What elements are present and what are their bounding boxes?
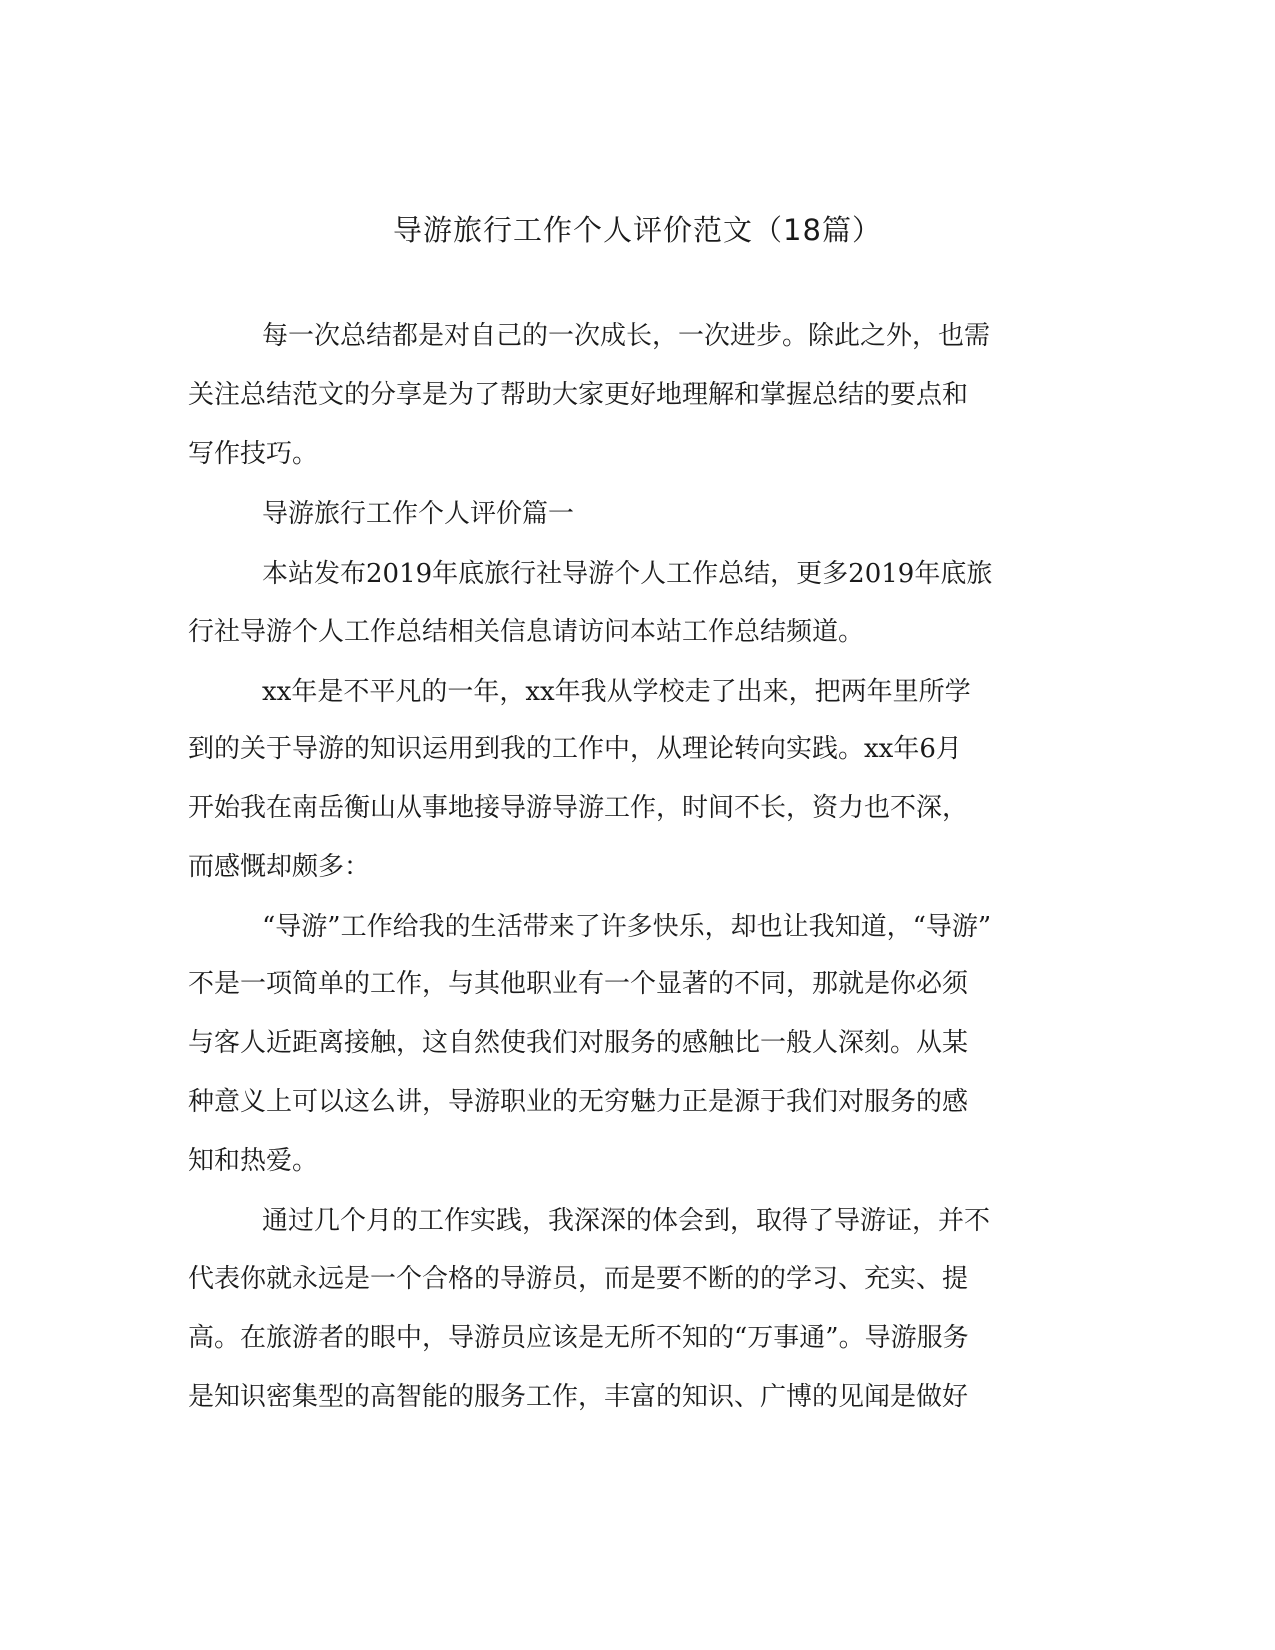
section-heading: 导游旅行工作个人评价篇一 xyxy=(262,499,575,529)
paragraph-line: 到的关于导游的知识运用到我的工作中，从理论转向实践。xx年6月 xyxy=(188,734,962,764)
paragraph-line: 是知识密集型的高智能的服务工作，丰富的知识、广博的见闻是做好 xyxy=(188,1382,969,1412)
paragraph-line: 代表你就永远是一个合格的导游员，而是要不断的的学习、充实、提 xyxy=(188,1264,969,1294)
paragraph-line: 每一次总结都是对自己的一次成长，一次进步。除此之外，也需 xyxy=(262,321,991,351)
paragraph-line: 通过几个月的工作实践，我深深的体会到，取得了导游证，并不 xyxy=(262,1206,991,1236)
paragraph-line: “导游”工作给我的生活带来了许多快乐，却也让我知道，“导游” xyxy=(262,912,992,942)
paragraph-line: 不是一项简单的工作，与其他职业有一个显著的不同，那就是你必须 xyxy=(188,969,969,999)
paragraph-line: 种意义上可以这么讲，导游职业的无穷魅力正是源于我们对服务的感 xyxy=(188,1087,969,1117)
paragraph-line: 高。在旅游者的眼中，导游员应该是无所不知的“万事通”。导游服务 xyxy=(188,1323,969,1353)
document-title: 导游旅行工作个人评价范文（18篇） xyxy=(393,213,882,247)
paragraph-line: 本站发布2019年底旅行社导游个人工作总结，更多2019年底旅 xyxy=(262,559,993,589)
paragraph-line: 行社导游个人工作总结相关信息请访问本站工作总结频道。 xyxy=(188,617,865,647)
paragraph-line: xx年是不平凡的一年，xx年我从学校走了出来，把两年里所学 xyxy=(262,677,971,707)
paragraph-line: 而感慨却颇多： xyxy=(188,852,371,882)
paragraph-line: 关注总结范文的分享是为了帮助大家更好地理解和掌握总结的要点和 xyxy=(188,380,969,410)
paragraph-line: 知和热爱。 xyxy=(188,1146,319,1176)
paragraph-line: 与客人近距离接触，这自然使我们对服务的感触比一般人深刻。从某 xyxy=(188,1028,969,1058)
paragraph-line: 开始我在南岳衡山从事地接导游导游工作，时间不长，资力也不深， xyxy=(188,793,969,823)
paragraph-line: 写作技巧。 xyxy=(188,439,319,469)
